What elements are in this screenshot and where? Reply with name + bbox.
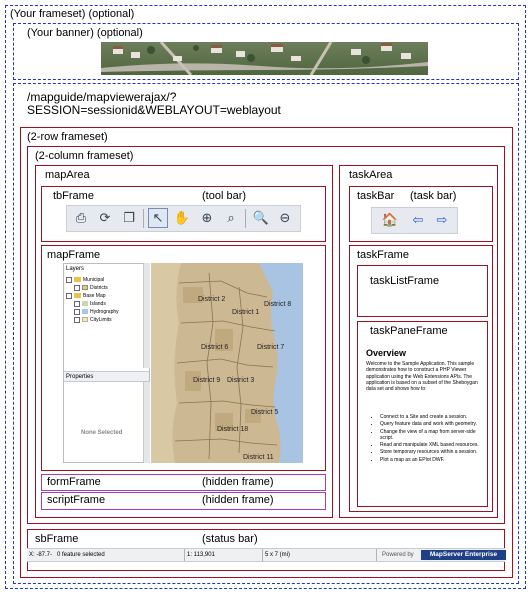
layer-citylimits[interactable] bbox=[74, 316, 144, 324]
column-frameset-label: (2-column frameset) bbox=[35, 150, 134, 162]
task-pane-intro: Welcome to the Sample Application. This sample demonstrates how to construct a PHP Viewer application using the Web Extensions APIs. The application is based on a subset of the Sheboygan data set and shows how to: bbox=[366, 361, 478, 393]
district-label: District 11 bbox=[243, 454, 274, 461]
layer-swatch-icon bbox=[82, 309, 88, 314]
task-pane-bullet: • Query feature data and work with geometry. bbox=[380, 421, 482, 427]
task-back-button[interactable] bbox=[408, 210, 428, 230]
checkbox-icon bbox=[74, 285, 80, 291]
task-area-label: taskArea bbox=[349, 169, 393, 181]
zoom-in-fixed-button[interactable] bbox=[251, 208, 271, 228]
zoom-rect-icon: ⌕ bbox=[227, 210, 235, 225]
status-size: 5 x 7 (mi) bbox=[265, 552, 291, 558]
map-frame-label: mapFrame bbox=[47, 249, 101, 261]
map-graphic bbox=[151, 263, 303, 463]
task-pane-bullet: • Change the view of a map from server-side script. bbox=[380, 429, 482, 442]
checkbox-icon bbox=[74, 301, 80, 307]
map-canvas[interactable] bbox=[151, 263, 303, 463]
task-pane-frame-label: taskPaneFrame bbox=[370, 325, 448, 337]
refresh-icon: ⟳ bbox=[99, 210, 111, 225]
district-label: District 6 bbox=[201, 344, 229, 351]
task-pane-bullet: • Connect to a Site and create a session. bbox=[380, 414, 482, 420]
status-scale: 1: 113,901 bbox=[187, 552, 215, 558]
magnifier-plus-icon: 🔍 bbox=[252, 210, 270, 225]
task-bar-label: taskBar bbox=[357, 190, 395, 202]
form-frame-label: formFrame bbox=[47, 476, 101, 488]
task-pane-bullets bbox=[374, 414, 482, 464]
zoom-rect-button[interactable] bbox=[221, 208, 241, 228]
checkbox-icon bbox=[66, 277, 72, 283]
properties-title: Properties bbox=[66, 374, 94, 380]
banner-label: (Your banner) (optional) bbox=[27, 27, 143, 39]
form-frame-note: (hidden frame) bbox=[202, 476, 274, 488]
outer-frameset-label: (Your frameset) (optional) bbox=[10, 8, 135, 20]
layers-title: Layers bbox=[66, 266, 85, 272]
zoom-out-fixed-button[interactable] bbox=[275, 208, 295, 228]
hand-icon: ✋ bbox=[173, 210, 191, 225]
banner-image bbox=[101, 42, 428, 75]
zoom-plus-icon: ⊕ bbox=[201, 210, 213, 225]
layer-base-map[interactable] bbox=[66, 292, 144, 300]
district-label: District 3 bbox=[227, 377, 255, 384]
layer-municipal[interactable] bbox=[66, 276, 144, 284]
task-home-button[interactable] bbox=[380, 210, 400, 230]
task-pane-bullet: • Store temporary resources within a session. bbox=[380, 449, 482, 455]
layer-label: CityLimits bbox=[90, 317, 112, 323]
tb-frame-note: (tool bar) bbox=[202, 190, 247, 202]
zoom-in-button[interactable] bbox=[197, 208, 217, 228]
folder-icon bbox=[74, 293, 81, 298]
copy-button[interactable] bbox=[119, 208, 139, 228]
district-label: District 8 bbox=[264, 301, 292, 308]
layer-label: Districts bbox=[90, 285, 108, 291]
properties-scrollbar[interactable] bbox=[143, 382, 150, 463]
task-list-frame bbox=[357, 265, 488, 317]
toolbar-divider-2 bbox=[245, 209, 246, 228]
status-selection: 0 feature selected bbox=[57, 552, 105, 558]
select-button[interactable] bbox=[148, 208, 168, 228]
windows-icon: ❐ bbox=[123, 210, 135, 225]
folder-icon bbox=[74, 277, 81, 282]
district-label: District 9 bbox=[193, 377, 221, 384]
script-frame-note: (hidden frame) bbox=[202, 494, 274, 506]
task-forward-button[interactable] bbox=[432, 210, 452, 230]
layer-swatch-icon bbox=[82, 317, 88, 322]
layer-islands[interactable] bbox=[74, 300, 144, 308]
district-label: District 1 bbox=[232, 309, 260, 316]
layer-swatch-icon bbox=[82, 301, 88, 306]
task-list-frame-label: taskListFrame bbox=[370, 275, 440, 287]
checkbox-icon bbox=[74, 309, 80, 315]
powered-by-text: Powered by bbox=[382, 552, 414, 558]
row-frameset-label: (2-row frameset) bbox=[27, 131, 108, 143]
refresh-button[interactable] bbox=[95, 208, 115, 228]
print-button[interactable] bbox=[71, 208, 91, 228]
district-label: District 2 bbox=[198, 296, 226, 303]
layer-label: Hydrography bbox=[90, 309, 119, 315]
layer-label: Base Map bbox=[83, 293, 106, 299]
viewer-url-line-1: /mapguide/mapviewerajax/? bbox=[27, 90, 177, 104]
task-pane-bullet: • Read and manipulate XML based resources. bbox=[380, 442, 482, 448]
layer-hydrography[interactable] bbox=[74, 308, 144, 316]
arrow-right-icon: ⇨ bbox=[436, 212, 448, 227]
district-label: District 7 bbox=[257, 344, 285, 351]
layer-label: Municipal bbox=[83, 277, 105, 283]
layer-districts[interactable] bbox=[74, 284, 144, 292]
pointer-icon: ↖ bbox=[152, 210, 164, 225]
sb-frame-label: sbFrame bbox=[35, 533, 79, 545]
status-coords: X: -87.7- bbox=[29, 552, 53, 558]
legend-scrollbar[interactable] bbox=[143, 263, 150, 368]
toolbar-divider bbox=[143, 209, 144, 228]
status-divider bbox=[376, 549, 377, 561]
checkbox-icon bbox=[66, 293, 72, 299]
printer-icon: ⎙ bbox=[75, 210, 87, 225]
magnifier-minus-icon: ⊖ bbox=[279, 210, 291, 225]
district-label: District 18 bbox=[217, 426, 249, 433]
layer-label: Islands bbox=[90, 301, 106, 307]
status-divider bbox=[262, 549, 263, 561]
sb-frame-note: (status bar) bbox=[202, 533, 258, 545]
task-pane-bullet: • Plot a map as an EPlot DWF. bbox=[380, 457, 482, 463]
task-frame-label: taskFrame bbox=[357, 249, 409, 261]
task-pane-heading: Overview bbox=[366, 348, 407, 358]
arrow-left-icon: ⇦ bbox=[412, 212, 424, 227]
checkbox-icon bbox=[74, 317, 80, 323]
layer-swatch-icon bbox=[82, 285, 88, 290]
script-frame-label: scriptFrame bbox=[47, 494, 106, 506]
task-bar-note: (task bar) bbox=[410, 190, 457, 202]
home-icon: 🏠 bbox=[381, 212, 399, 227]
map-area-label: mapArea bbox=[45, 169, 90, 181]
district-label: District 5 bbox=[251, 409, 279, 416]
brand-logo: MapServer Enterprise bbox=[421, 550, 506, 560]
tb-frame-label: tbFrame bbox=[53, 190, 94, 202]
none-selected-text: None Selected bbox=[81, 430, 123, 436]
viewer-url-line-2: SESSION=sessionid&WEBLAYOUT=weblayout bbox=[27, 103, 281, 117]
pan-button[interactable] bbox=[172, 208, 192, 228]
status-divider bbox=[184, 549, 185, 561]
